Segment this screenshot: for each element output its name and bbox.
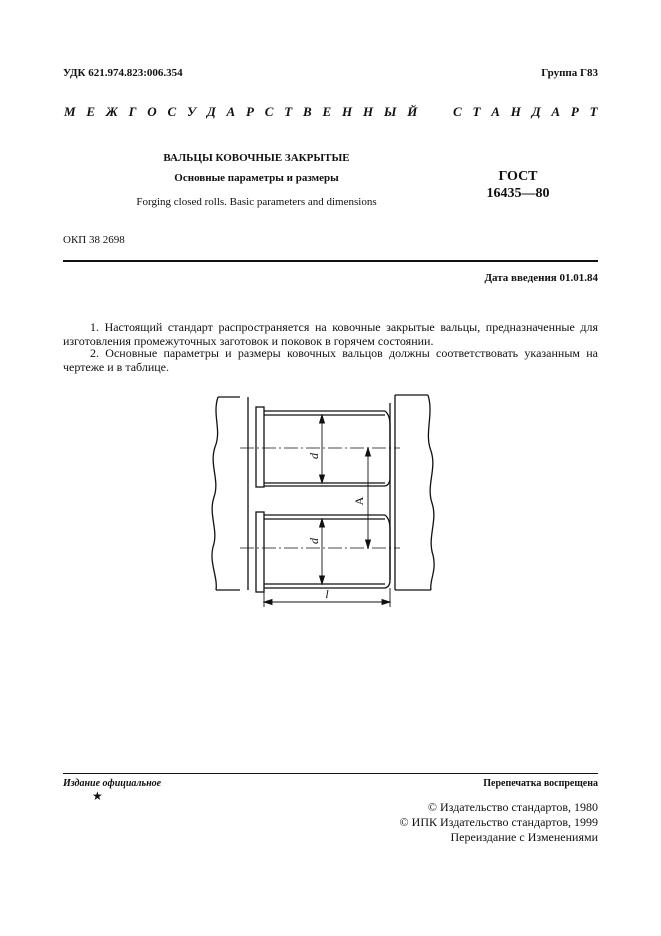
heading-letter: Т: [472, 104, 481, 119]
heading-letter: Т: [589, 104, 598, 119]
group-code: Группа Г83: [541, 67, 598, 79]
heading-letter: Н: [362, 104, 374, 119]
label-a: A: [352, 496, 366, 506]
gost-number: 16435—80: [486, 186, 550, 201]
upper-roll-right-end: [385, 411, 390, 486]
heading-letter: Е: [322, 104, 332, 119]
introduction-date: Дата введения 01.01.84: [484, 272, 598, 284]
heading-letter: А: [551, 104, 561, 119]
label-d-upper: d: [307, 453, 321, 459]
reissue-note: Переиздание с Изменениями: [450, 830, 598, 844]
lower-roll-right-end: [385, 515, 390, 588]
gost-label: ГОСТ: [498, 169, 538, 184]
heading-letter: У: [186, 104, 197, 119]
right-frame-break: [428, 395, 434, 590]
reprint-forbidden: Перепечатка воспрещена: [483, 778, 598, 789]
label-l: l: [325, 587, 329, 601]
heading-letter: О: [147, 104, 157, 119]
heading-letter: Р: [246, 104, 254, 119]
copyright-1980: © Издательство стандартов, 1980: [427, 800, 598, 814]
rolls-drawing: [200, 385, 460, 615]
dim-d-lower-arrow-bottom: [320, 576, 325, 584]
document-subtitle: Основные параметры и размеры: [174, 172, 339, 184]
heading-letter: Р: [570, 104, 579, 119]
heading-letter: Т: [284, 104, 293, 119]
heading-letter: С: [453, 104, 462, 119]
dim-d-upper-arrow-top: [320, 415, 325, 423]
document-title: ВАЛЬЦЫ КОВОЧНЫЕ ЗАКРЫТЫЕ: [163, 152, 350, 164]
heading-letter: А: [226, 104, 236, 119]
dim-d-upper-arrow-bottom: [320, 475, 325, 483]
label-d-lower: d: [307, 538, 321, 544]
header-divider: [63, 260, 598, 262]
dim-l-arrow-left: [264, 600, 272, 605]
heading-letter: М: [64, 104, 76, 119]
star-icon: ★: [92, 789, 103, 803]
paragraph-2: 2. Основные параметры и размеры ковочных вальцов должны соответствовать указанным на чертеже и в таблице.: [63, 346, 598, 374]
heading-letter: А: [491, 104, 500, 119]
left-frame-break: [212, 397, 218, 590]
paragraph-1: 1. Настоящий стандарт распространяется на ковочные закрытые вальцы, предназначенные для изготовления промежуточных заготовок и поковок в горячем состоянии.: [63, 320, 598, 348]
okp-code: ОКП 38 2698: [63, 234, 125, 246]
gost-designation: [478, 168, 558, 202]
heading-letter: Ж: [105, 104, 118, 119]
heading-letter: Д: [206, 104, 216, 119]
dim-a-arrow-bottom: [366, 540, 371, 548]
heading-letter: Г: [128, 104, 137, 119]
heading-letter: В: [303, 104, 312, 119]
heading-letter: Д: [531, 104, 541, 119]
heading-letter: С: [167, 104, 177, 119]
heading-letter: С: [264, 104, 274, 119]
footer-divider: [63, 773, 598, 774]
dim-a-arrow-top: [366, 448, 371, 456]
dim-l-arrow-right: [382, 600, 390, 605]
copyright-1999: © ИПК Издательство стандартов, 1999: [399, 815, 598, 829]
heading-letter: Н: [510, 104, 521, 119]
heading-letter: Й: [407, 104, 418, 119]
lower-roll-flange: [256, 512, 264, 592]
english-title: Forging closed rolls. Basic parameters and dimensions: [136, 196, 377, 208]
interstate-standard-heading: [64, 104, 598, 124]
dim-d-lower-arrow-top: [320, 519, 325, 527]
official-edition: Издание официальное: [63, 778, 162, 789]
upper-roll-flange: [256, 407, 264, 487]
udk-code: УДК 621.974.823:006.354: [63, 67, 183, 79]
heading-letter: Ы: [383, 104, 397, 119]
heading-letter: Е: [86, 104, 96, 119]
heading-letter: Н: [342, 104, 353, 119]
